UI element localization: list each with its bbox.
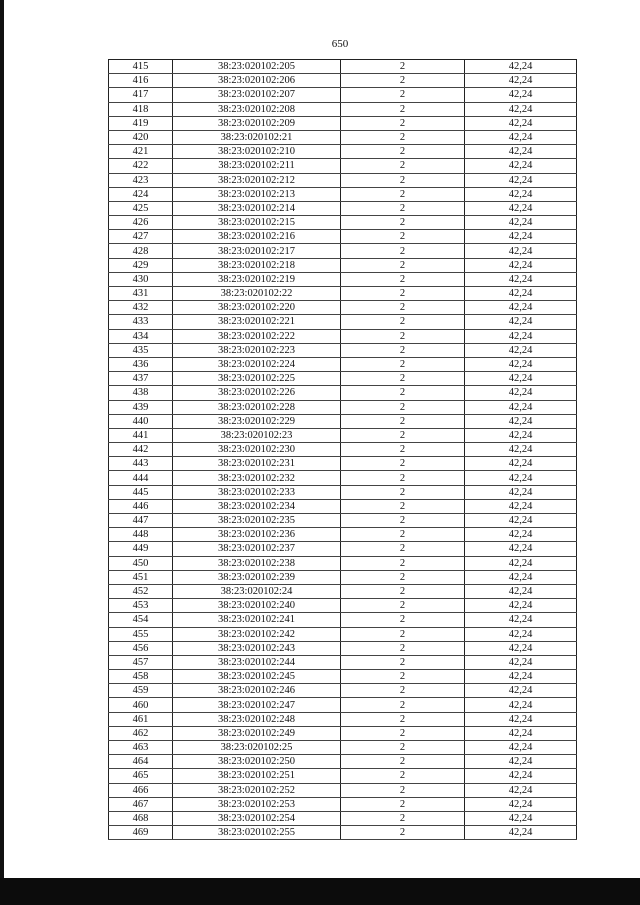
value-cell: 42,24	[465, 159, 577, 173]
count-cell: 2	[341, 357, 465, 371]
table-row	[109, 499, 577, 513]
cadastral-number-cell: 38:23:020102:25	[173, 741, 341, 755]
row-number-cell: 415	[109, 60, 173, 74]
value-cell: 42,24	[465, 173, 577, 187]
table-row	[109, 655, 577, 669]
cadastral-number-cell: 38:23:020102:226	[173, 386, 341, 400]
cadastral-number-cell: 38:23:020102:245	[173, 670, 341, 684]
count-cell: 2	[341, 797, 465, 811]
row-number-cell: 458	[109, 670, 173, 684]
count-cell: 2	[341, 499, 465, 513]
cadastral-number-cell: 38:23:020102:24	[173, 584, 341, 598]
table-row	[109, 201, 577, 215]
cadastral-number-cell: 38:23:020102:225	[173, 372, 341, 386]
table-row	[109, 712, 577, 726]
cadastral-number-cell: 38:23:020102:218	[173, 258, 341, 272]
row-number-cell: 446	[109, 499, 173, 513]
value-cell: 42,24	[465, 599, 577, 613]
cadastral-number-cell: 38:23:020102:224	[173, 357, 341, 371]
row-number-cell: 461	[109, 712, 173, 726]
value-cell: 42,24	[465, 499, 577, 513]
row-number-cell: 441	[109, 428, 173, 442]
row-number-cell: 453	[109, 599, 173, 613]
cadastral-number-cell: 38:23:020102:253	[173, 797, 341, 811]
cadastral-number-cell: 38:23:020102:220	[173, 301, 341, 315]
row-number-cell: 440	[109, 414, 173, 428]
row-number-cell: 438	[109, 386, 173, 400]
row-number-cell: 444	[109, 471, 173, 485]
count-cell: 2	[341, 216, 465, 230]
value-cell: 42,24	[465, 570, 577, 584]
row-number-cell: 452	[109, 584, 173, 598]
value-cell: 42,24	[465, 244, 577, 258]
cadastral-number-cell: 38:23:020102:22	[173, 287, 341, 301]
value-cell: 42,24	[465, 130, 577, 144]
table-row	[109, 145, 577, 159]
value-cell: 42,24	[465, 783, 577, 797]
row-number-cell: 417	[109, 88, 173, 102]
scan-bottom-edge	[0, 878, 640, 905]
value-cell: 42,24	[465, 357, 577, 371]
cadastral-number-cell: 38:23:020102:206	[173, 74, 341, 88]
row-number-cell: 465	[109, 769, 173, 783]
parcel-table	[108, 59, 577, 840]
count-cell: 2	[341, 471, 465, 485]
count-cell: 2	[341, 627, 465, 641]
row-number-cell: 436	[109, 357, 173, 371]
count-cell: 2	[341, 173, 465, 187]
value-cell: 42,24	[465, 641, 577, 655]
row-number-cell: 468	[109, 811, 173, 825]
table-row	[109, 769, 577, 783]
count-cell: 2	[341, 329, 465, 343]
table-row	[109, 386, 577, 400]
row-number-cell: 457	[109, 655, 173, 669]
cadastral-number-cell: 38:23:020102:234	[173, 499, 341, 513]
table-row	[109, 514, 577, 528]
row-number-cell: 428	[109, 244, 173, 258]
count-cell: 2	[341, 60, 465, 74]
row-number-cell: 459	[109, 684, 173, 698]
cadastral-number-cell: 38:23:020102:252	[173, 783, 341, 797]
row-number-cell: 437	[109, 372, 173, 386]
cadastral-number-cell: 38:23:020102:231	[173, 457, 341, 471]
cadastral-number-cell: 38:23:020102:250	[173, 755, 341, 769]
cadastral-number-cell: 38:23:020102:205	[173, 60, 341, 74]
count-cell: 2	[341, 428, 465, 442]
cadastral-number-cell: 38:23:020102:228	[173, 400, 341, 414]
table-row	[109, 187, 577, 201]
table-row	[109, 428, 577, 442]
value-cell: 42,24	[465, 528, 577, 542]
count-cell: 2	[341, 514, 465, 528]
count-cell: 2	[341, 187, 465, 201]
value-cell: 42,24	[465, 102, 577, 116]
cadastral-number-cell: 38:23:020102:255	[173, 826, 341, 840]
table-row	[109, 811, 577, 825]
cadastral-number-cell: 38:23:020102:235	[173, 514, 341, 528]
count-cell: 2	[341, 301, 465, 315]
row-number-cell: 443	[109, 457, 173, 471]
value-cell: 42,24	[465, 386, 577, 400]
cadastral-number-cell: 38:23:020102:215	[173, 216, 341, 230]
value-cell: 42,24	[465, 230, 577, 244]
table-row	[109, 258, 577, 272]
value-cell: 42,24	[465, 698, 577, 712]
count-cell: 2	[341, 258, 465, 272]
table-row	[109, 528, 577, 542]
cadastral-number-cell: 38:23:020102:223	[173, 343, 341, 357]
row-number-cell: 416	[109, 74, 173, 88]
count-cell: 2	[341, 783, 465, 797]
cadastral-number-cell: 38:23:020102:211	[173, 159, 341, 173]
value-cell: 42,24	[465, 400, 577, 414]
value-cell: 42,24	[465, 258, 577, 272]
row-number-cell: 426	[109, 216, 173, 230]
row-number-cell: 456	[109, 641, 173, 655]
table-row	[109, 599, 577, 613]
table-row	[109, 826, 577, 840]
cadastral-number-cell: 38:23:020102:244	[173, 655, 341, 669]
cadastral-number-cell: 38:23:020102:207	[173, 88, 341, 102]
count-cell: 2	[341, 811, 465, 825]
count-cell: 2	[341, 542, 465, 556]
value-cell: 42,24	[465, 670, 577, 684]
value-cell: 42,24	[465, 301, 577, 315]
cadastral-number-cell: 38:23:020102:233	[173, 485, 341, 499]
table-row	[109, 670, 577, 684]
row-number-cell: 431	[109, 287, 173, 301]
table-row	[109, 726, 577, 740]
count-cell: 2	[341, 726, 465, 740]
cadastral-number-cell: 38:23:020102:219	[173, 272, 341, 286]
value-cell: 42,24	[465, 443, 577, 457]
cadastral-number-cell: 38:23:020102:238	[173, 556, 341, 570]
table-row	[109, 414, 577, 428]
row-number-cell: 454	[109, 613, 173, 627]
table-row	[109, 741, 577, 755]
count-cell: 2	[341, 159, 465, 173]
count-cell: 2	[341, 556, 465, 570]
count-cell: 2	[341, 414, 465, 428]
count-cell: 2	[341, 74, 465, 88]
count-cell: 2	[341, 386, 465, 400]
table-row	[109, 542, 577, 556]
cadastral-number-cell: 38:23:020102:208	[173, 102, 341, 116]
count-cell: 2	[341, 130, 465, 144]
cadastral-number-cell: 38:23:020102:232	[173, 471, 341, 485]
count-cell: 2	[341, 741, 465, 755]
value-cell: 42,24	[465, 428, 577, 442]
row-number-cell: 451	[109, 570, 173, 584]
count-cell: 2	[341, 145, 465, 159]
cadastral-number-cell: 38:23:020102:210	[173, 145, 341, 159]
value-cell: 42,24	[465, 201, 577, 215]
row-number-cell: 455	[109, 627, 173, 641]
cadastral-number-cell: 38:23:020102:21	[173, 130, 341, 144]
cadastral-number-cell: 38:23:020102:229	[173, 414, 341, 428]
table-row	[109, 613, 577, 627]
table-row	[109, 443, 577, 457]
row-number-cell: 469	[109, 826, 173, 840]
value-cell: 42,24	[465, 826, 577, 840]
table-row	[109, 641, 577, 655]
row-number-cell: 419	[109, 116, 173, 130]
count-cell: 2	[341, 712, 465, 726]
count-cell: 2	[341, 655, 465, 669]
count-cell: 2	[341, 244, 465, 258]
value-cell: 42,24	[465, 216, 577, 230]
row-number-cell: 463	[109, 741, 173, 755]
count-cell: 2	[341, 670, 465, 684]
row-number-cell: 429	[109, 258, 173, 272]
table-row	[109, 88, 577, 102]
cadastral-number-cell: 38:23:020102:248	[173, 712, 341, 726]
value-cell: 42,24	[465, 457, 577, 471]
cadastral-number-cell: 38:23:020102:23	[173, 428, 341, 442]
table-row	[109, 485, 577, 499]
count-cell: 2	[341, 826, 465, 840]
row-number-cell: 464	[109, 755, 173, 769]
value-cell: 42,24	[465, 811, 577, 825]
value-cell: 42,24	[465, 726, 577, 740]
table-row	[109, 102, 577, 116]
count-cell: 2	[341, 599, 465, 613]
cadastral-number-cell: 38:23:020102:237	[173, 542, 341, 556]
cadastral-number-cell: 38:23:020102:242	[173, 627, 341, 641]
row-number-cell: 432	[109, 301, 173, 315]
table-row	[109, 230, 577, 244]
table-row	[109, 457, 577, 471]
cadastral-number-cell: 38:23:020102:214	[173, 201, 341, 215]
row-number-cell: 421	[109, 145, 173, 159]
row-number-cell: 425	[109, 201, 173, 215]
value-cell: 42,24	[465, 187, 577, 201]
cadastral-number-cell: 38:23:020102:217	[173, 244, 341, 258]
count-cell: 2	[341, 272, 465, 286]
table-row	[109, 783, 577, 797]
count-cell: 2	[341, 528, 465, 542]
table-row	[109, 471, 577, 485]
cadastral-number-cell: 38:23:020102:246	[173, 684, 341, 698]
table-row	[109, 315, 577, 329]
value-cell: 42,24	[465, 485, 577, 499]
value-cell: 42,24	[465, 769, 577, 783]
row-number-cell: 418	[109, 102, 173, 116]
count-cell: 2	[341, 88, 465, 102]
cadastral-number-cell: 38:23:020102:249	[173, 726, 341, 740]
count-cell: 2	[341, 584, 465, 598]
count-cell: 2	[341, 769, 465, 783]
count-cell: 2	[341, 372, 465, 386]
table-row	[109, 116, 577, 130]
value-cell: 42,24	[465, 684, 577, 698]
count-cell: 2	[341, 457, 465, 471]
row-number-cell: 424	[109, 187, 173, 201]
table-row	[109, 329, 577, 343]
count-cell: 2	[341, 315, 465, 329]
count-cell: 2	[341, 684, 465, 698]
cadastral-number-cell: 38:23:020102:239	[173, 570, 341, 584]
row-number-cell: 420	[109, 130, 173, 144]
count-cell: 2	[341, 400, 465, 414]
value-cell: 42,24	[465, 542, 577, 556]
row-number-cell: 462	[109, 726, 173, 740]
count-cell: 2	[341, 201, 465, 215]
value-cell: 42,24	[465, 343, 577, 357]
value-cell: 42,24	[465, 145, 577, 159]
count-cell: 2	[341, 116, 465, 130]
table-row	[109, 556, 577, 570]
row-number-cell: 466	[109, 783, 173, 797]
cadastral-number-cell: 38:23:020102:247	[173, 698, 341, 712]
page-number: 650	[331, 38, 349, 50]
table-row	[109, 173, 577, 187]
value-cell: 42,24	[465, 613, 577, 627]
cadastral-number-cell: 38:23:020102:254	[173, 811, 341, 825]
table-row	[109, 244, 577, 258]
table-row	[109, 343, 577, 357]
table-row	[109, 627, 577, 641]
row-number-cell: 422	[109, 159, 173, 173]
value-cell: 42,24	[465, 329, 577, 343]
value-cell: 42,24	[465, 414, 577, 428]
row-number-cell: 434	[109, 329, 173, 343]
table-row	[109, 357, 577, 371]
count-cell: 2	[341, 755, 465, 769]
cadastral-number-cell: 38:23:020102:240	[173, 599, 341, 613]
count-cell: 2	[341, 698, 465, 712]
row-number-cell: 442	[109, 443, 173, 457]
value-cell: 42,24	[465, 797, 577, 811]
value-cell: 42,24	[465, 116, 577, 130]
count-cell: 2	[341, 287, 465, 301]
table-row	[109, 797, 577, 811]
cadastral-number-cell: 38:23:020102:209	[173, 116, 341, 130]
table-row	[109, 287, 577, 301]
table-row	[109, 130, 577, 144]
value-cell: 42,24	[465, 272, 577, 286]
count-cell: 2	[341, 102, 465, 116]
value-cell: 42,24	[465, 712, 577, 726]
value-cell: 42,24	[465, 741, 577, 755]
count-cell: 2	[341, 641, 465, 655]
cadastral-number-cell: 38:23:020102:216	[173, 230, 341, 244]
row-number-cell: 460	[109, 698, 173, 712]
count-cell: 2	[341, 230, 465, 244]
count-cell: 2	[341, 485, 465, 499]
cadastral-number-cell: 38:23:020102:251	[173, 769, 341, 783]
row-number-cell: 467	[109, 797, 173, 811]
count-cell: 2	[341, 443, 465, 457]
value-cell: 42,24	[465, 60, 577, 74]
table-row	[109, 159, 577, 173]
cadastral-number-cell: 38:23:020102:241	[173, 613, 341, 627]
value-cell: 42,24	[465, 514, 577, 528]
value-cell: 42,24	[465, 655, 577, 669]
row-number-cell: 449	[109, 542, 173, 556]
table-row	[109, 272, 577, 286]
value-cell: 42,24	[465, 74, 577, 88]
table-row	[109, 74, 577, 88]
value-cell: 42,24	[465, 471, 577, 485]
table-row	[109, 755, 577, 769]
value-cell: 42,24	[465, 315, 577, 329]
row-number-cell: 445	[109, 485, 173, 499]
table-row	[109, 372, 577, 386]
value-cell: 42,24	[465, 88, 577, 102]
row-number-cell: 435	[109, 343, 173, 357]
table-row	[109, 570, 577, 584]
row-number-cell: 430	[109, 272, 173, 286]
row-number-cell: 448	[109, 528, 173, 542]
cadastral-number-cell: 38:23:020102:213	[173, 187, 341, 201]
row-number-cell: 423	[109, 173, 173, 187]
table-row	[109, 216, 577, 230]
table-row	[109, 60, 577, 74]
table-row	[109, 698, 577, 712]
row-number-cell: 439	[109, 400, 173, 414]
value-cell: 42,24	[465, 556, 577, 570]
value-cell: 42,24	[465, 372, 577, 386]
table-row	[109, 584, 577, 598]
row-number-cell: 447	[109, 514, 173, 528]
count-cell: 2	[341, 570, 465, 584]
value-cell: 42,24	[465, 584, 577, 598]
cadastral-number-cell: 38:23:020102:221	[173, 315, 341, 329]
count-cell: 2	[341, 613, 465, 627]
cadastral-number-cell: 38:23:020102:243	[173, 641, 341, 655]
count-cell: 2	[341, 343, 465, 357]
table-row	[109, 684, 577, 698]
row-number-cell: 433	[109, 315, 173, 329]
row-number-cell: 450	[109, 556, 173, 570]
row-number-cell: 427	[109, 230, 173, 244]
scan-left-edge	[0, 0, 4, 880]
value-cell: 42,24	[465, 755, 577, 769]
value-cell: 42,24	[465, 287, 577, 301]
table-body	[109, 60, 577, 840]
cadastral-number-cell: 38:23:020102:222	[173, 329, 341, 343]
table-row	[109, 400, 577, 414]
cadastral-number-cell: 38:23:020102:230	[173, 443, 341, 457]
cadastral-number-cell: 38:23:020102:212	[173, 173, 341, 187]
table-row	[109, 301, 577, 315]
cadastral-number-cell: 38:23:020102:236	[173, 528, 341, 542]
value-cell: 42,24	[465, 627, 577, 641]
